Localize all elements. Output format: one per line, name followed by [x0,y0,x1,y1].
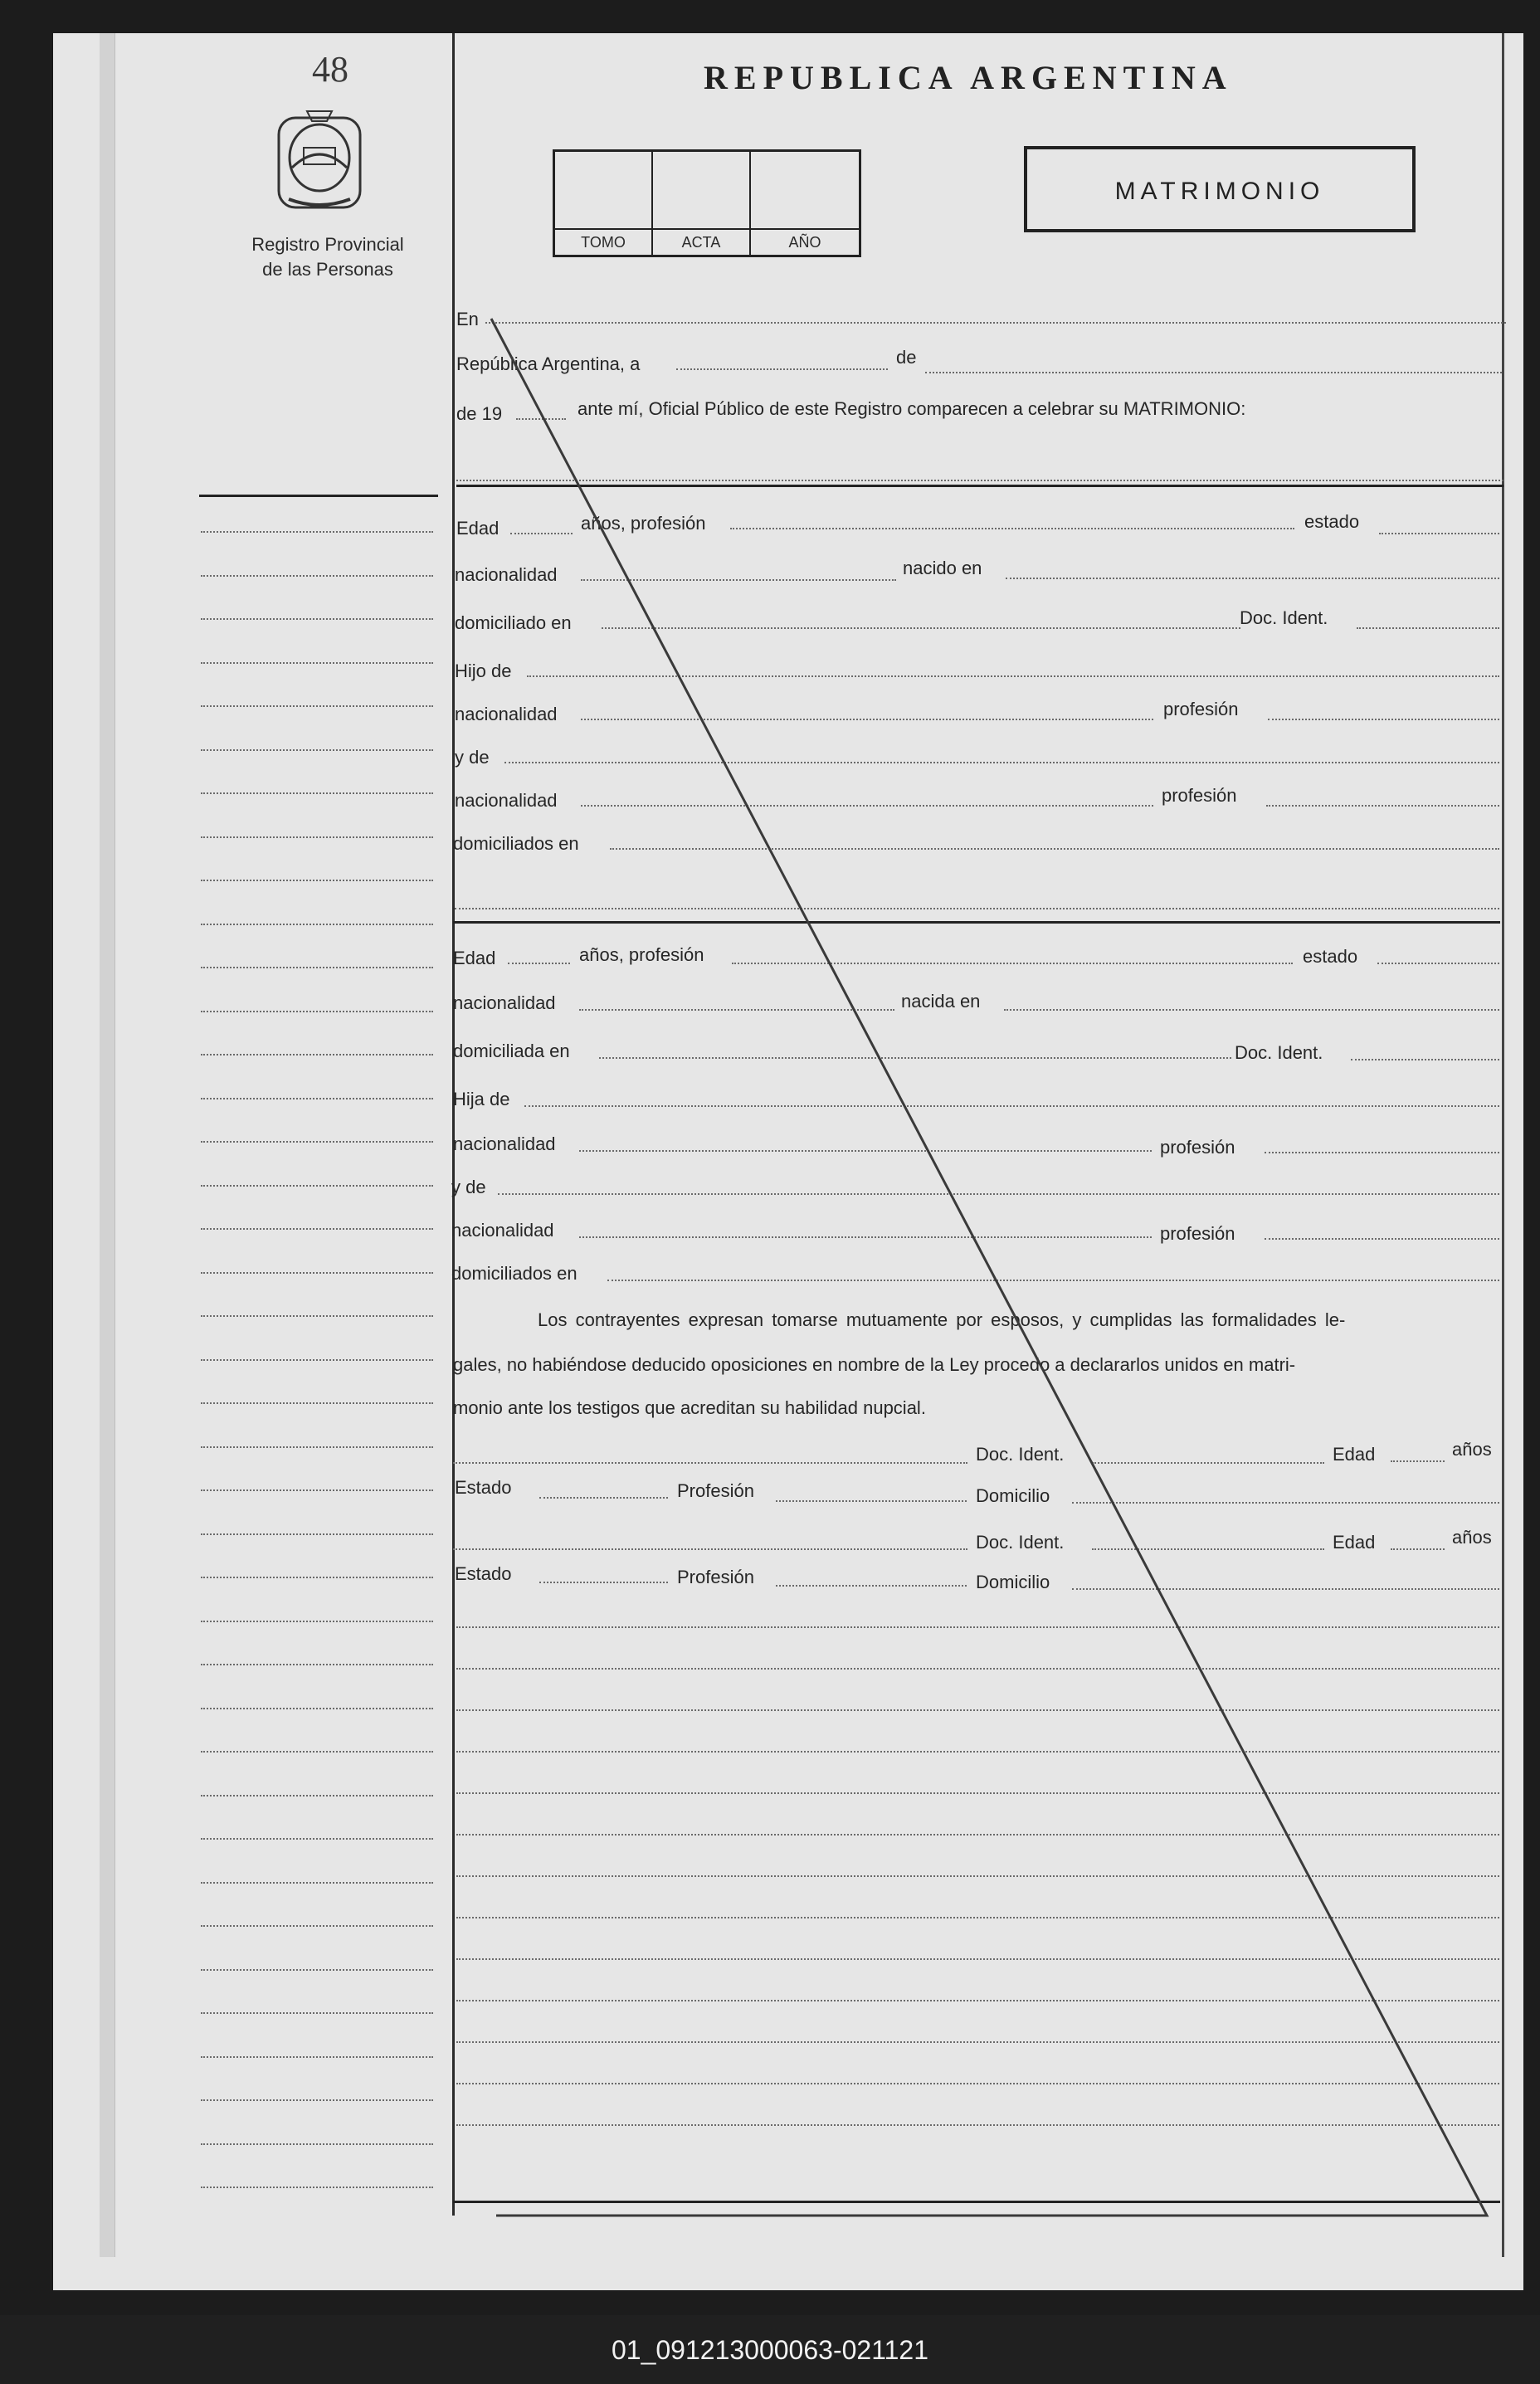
witness1-name-field[interactable] [453,1462,967,1464]
signature-line[interactable] [456,1917,1499,1918]
de-label: de [896,347,917,368]
declaration-line3: monio ante los testigos que acreditan su habilidad nupcial. [453,1397,926,1418]
page-edge [100,33,115,2257]
witness2-estado-label: Estado [455,1563,512,1584]
groom-extra-line[interactable] [455,908,1499,909]
groom-father-profesion-label: profesión [1163,699,1239,719]
groom-doc-label: Doc. Ident. [1240,607,1328,628]
provincial-seal-icon [274,108,365,216]
signature-line[interactable] [456,1875,1499,1877]
groom-anos-profesion-label: años, profesión [581,513,706,534]
witness1-doc-field[interactable] [1092,1462,1324,1464]
year-label: de 19 [456,403,503,424]
signature-line[interactable] [456,1709,1499,1711]
signature-line[interactable] [456,2124,1499,2126]
groom-domiciliado-label: domiciliado en [455,612,572,633]
bottom-rule [453,2201,1500,2203]
intro-blank-line[interactable] [456,480,1503,481]
groom-doc-field[interactable] [1357,627,1499,629]
margin-note-line[interactable] [201,575,433,577]
witness1-profesion-label: Profesión [677,1480,754,1501]
bride-nacida-label: nacida en [901,991,981,1012]
groom-domiciliados-label: domiciliados en [453,833,579,854]
witness1-anos-label: años [1452,1439,1492,1460]
witness2-domicilio-label: Domicilio [976,1572,1050,1592]
margin-note-line[interactable] [201,1489,433,1491]
margin-note-line[interactable] [201,618,433,620]
groom-estado-field[interactable] [1379,533,1499,534]
bride-father-profesion-field[interactable] [1265,1152,1499,1153]
bride-mother-profesion-label: profesión [1160,1223,1235,1244]
image-id-label: 01_091213000063-021121 [611,2335,928,2365]
groom-father-nacionalidad-label: nacionalidad [455,704,558,724]
bride-mother-profesion-field[interactable] [1265,1238,1499,1240]
signature-line[interactable] [456,1668,1499,1670]
day-field[interactable] [676,368,888,370]
acta-label: ACTA [681,234,721,251]
bride-profesion-field[interactable] [732,963,1293,964]
tomo-label: TOMO [581,234,626,251]
month-field[interactable] [925,372,1502,373]
bride-hija-label: Hija de [453,1089,510,1109]
groom-hijo-label: Hijo de [455,661,512,681]
folio-number: 48 [312,49,348,90]
witness2-edad-field[interactable] [1391,1548,1445,1550]
bride-yde-label: y de [451,1177,486,1197]
margin-note-line[interactable] [201,1228,433,1230]
groom-edad-field[interactable] [510,533,573,534]
groom-father-nacionalidad-field[interactable] [581,719,1153,720]
witness1-doc-label: Doc. Ident. [976,1444,1065,1465]
witness2-doc-field[interactable] [1092,1548,1324,1550]
bride-doc-label: Doc. Ident. [1235,1042,1323,1063]
margin-note-line[interactable] [201,2143,433,2145]
bride-father-nacionalidad-field[interactable] [579,1150,1152,1152]
margin-note-line[interactable] [201,1315,433,1317]
witness1-edad-field[interactable] [1391,1460,1445,1462]
bride-nacionalidad-field[interactable] [579,1009,894,1011]
registry-name-line1: Registro Provincial [251,234,404,255]
declaration-line2: gales, no habiéndose deducido oposiciones en nombre de la Ley procedo a declararlos unidos en matri- [453,1354,1296,1375]
witness1-domicilio-label: Domicilio [976,1485,1050,1506]
acta-cell [653,152,751,255]
bride-edad-label: Edad [453,948,496,968]
margin-note-line[interactable] [201,1098,433,1099]
margin-note-line[interactable] [201,1925,433,1927]
bride-father-profesion-label: profesión [1160,1137,1235,1158]
margin-note-line[interactable] [201,1402,433,1404]
bride-estado-field[interactable] [1377,963,1499,964]
republica-label: República Argentina, a [456,353,641,374]
groom-nacido-label: nacido en [903,558,982,578]
margin-note-line[interactable] [201,2099,433,2101]
signature-line[interactable] [456,1751,1499,1753]
margin-note-line[interactable] [201,749,433,751]
ano-label: AÑO [788,234,821,251]
margin-note-line[interactable] [201,1446,433,1448]
margin-note-line[interactable] [201,1969,433,1971]
margin-note-line[interactable] [201,1272,433,1274]
margin-note-line[interactable] [201,1795,433,1797]
bride-section-divider [453,921,1500,924]
groom-mother-field[interactable] [504,762,1499,763]
signature-line[interactable] [456,2041,1499,2043]
bride-father-nacionalidad-label: nacionalidad [453,1133,556,1154]
margin-note-line[interactable] [201,880,433,881]
bride-mother-nacionalidad-field[interactable] [579,1236,1152,1238]
bride-mother-nacionalidad-label: nacionalidad [451,1220,554,1241]
witness1-estado-label: Estado [455,1477,512,1498]
groom-domiciliados-field[interactable] [610,848,1499,850]
margin-note-line[interactable] [201,662,433,664]
groom-mother-profesion-field[interactable] [1266,805,1499,807]
witness2-estado-field[interactable] [539,1582,668,1583]
margin-note-line[interactable] [201,531,433,533]
bride-mother-field[interactable] [498,1193,1499,1195]
margin-note-line[interactable] [201,2056,433,2058]
margin-note-line[interactable] [201,836,433,838]
groom-nacido-field[interactable] [1006,578,1499,579]
witness1-edad-label: Edad [1333,1444,1376,1465]
tomo-cell [555,152,653,255]
ante-text: ante mí, Oficial Público de este Registro comparecen a celebrar su MATRIMONIO: [578,398,1246,419]
margin-note-line[interactable] [201,1054,433,1055]
record-number-boxes [553,149,861,257]
declaration-line1: Los contrayentes expresan tomarse mutuamente por esposos, y cumplidas las formalidades le- [538,1309,1346,1330]
year-field[interactable] [516,418,566,420]
margin-note-line[interactable] [201,1533,433,1535]
witness1-profesion-field[interactable] [776,1500,967,1502]
margin-note-line[interactable] [201,1577,433,1578]
margin-note-line[interactable] [201,1708,433,1709]
groom-hijo-field[interactable] [527,675,1499,677]
margin-note-line[interactable] [201,1838,433,1840]
margin-note-line[interactable] [201,1141,433,1143]
margin-note-line[interactable] [201,2187,433,2188]
witness2-profesion-field[interactable] [776,1585,967,1587]
record-type-box [1024,146,1416,232]
margin-note-line[interactable] [201,1359,433,1361]
registry-name-line2: de las Personas [262,259,393,280]
margin-note-line[interactable] [201,2012,433,2014]
groom-mother-profesion-label: profesión [1162,785,1237,806]
groom-nacionalidad-label: nacionalidad [455,564,558,585]
groom-nacionalidad-field[interactable] [581,579,896,581]
bride-estado-label: estado [1303,946,1358,967]
margin-note-line[interactable] [201,1621,433,1622]
margin-top-rule [199,495,438,497]
witness1-estado-field[interactable] [539,1497,668,1499]
signature-line[interactable] [456,1834,1499,1836]
witness1-domicilio-field[interactable] [1072,1502,1499,1504]
witness2-edad-label: Edad [1333,1532,1376,1553]
groom-profesion-field[interactable] [730,528,1294,529]
bride-hija-field[interactable] [524,1105,1499,1107]
margin-note-line[interactable] [201,1185,433,1187]
margin-note-line[interactable] [201,1751,433,1753]
bride-nacida-field[interactable] [1004,1009,1499,1011]
margin-note-line[interactable] [201,1882,433,1884]
margin-divider [452,33,455,2216]
groom-father-profesion-field[interactable] [1268,719,1499,720]
margin-note-line[interactable] [201,1011,433,1012]
groom-yde-label: y de [455,747,490,768]
groom-domiciliado-field[interactable] [602,627,1240,629]
margin-note-line[interactable] [201,705,433,707]
right-page-border [1502,33,1504,2257]
groom-edad-label: Edad [456,518,500,539]
ano-cell [751,152,859,255]
image-id-footer [0,2315,1540,2384]
margin-note-line[interactable] [201,1664,433,1665]
witness2-domicilio-field[interactable] [1072,1588,1499,1590]
signature-line[interactable] [456,1626,1499,1628]
witness2-anos-label: años [1452,1527,1492,1548]
witness2-profesion-label: Profesión [677,1567,754,1587]
signature-line[interactable] [456,2000,1499,2001]
margin-note-line[interactable] [201,792,433,794]
groom-estado-label: estado [1304,511,1360,532]
bride-anos-profesion-label: años, profesión [579,944,704,965]
bride-domiciliada-field[interactable] [599,1057,1231,1059]
bride-nacionalidad-label: nacionalidad [453,992,556,1013]
signature-line[interactable] [456,2083,1499,2084]
bride-domiciliados-field[interactable] [607,1280,1499,1281]
country-title: REPUBLICA ARGENTINA [704,59,1233,96]
bride-domiciliada-label: domiciliada en [453,1041,570,1061]
witness2-doc-label: Doc. Ident. [976,1532,1065,1553]
en-field[interactable] [485,322,1506,324]
bride-doc-field[interactable] [1351,1059,1499,1060]
signature-line[interactable] [456,1958,1499,1960]
witness2-name-field[interactable] [453,1548,967,1550]
margin-note-line[interactable] [201,924,433,925]
groom-mother-nacionalidad-label: nacionalidad [455,790,558,811]
margin-note-line[interactable] [201,967,433,968]
groom-section-divider [456,485,1503,487]
bride-edad-field[interactable] [508,963,570,964]
signature-line[interactable] [456,1792,1499,1794]
en-label: En [456,309,479,329]
bride-domiciliados-label: domiciliados en [451,1263,578,1284]
groom-mother-nacionalidad-field[interactable] [581,805,1153,807]
record-type-label: MATRIMONIO [1114,178,1325,205]
